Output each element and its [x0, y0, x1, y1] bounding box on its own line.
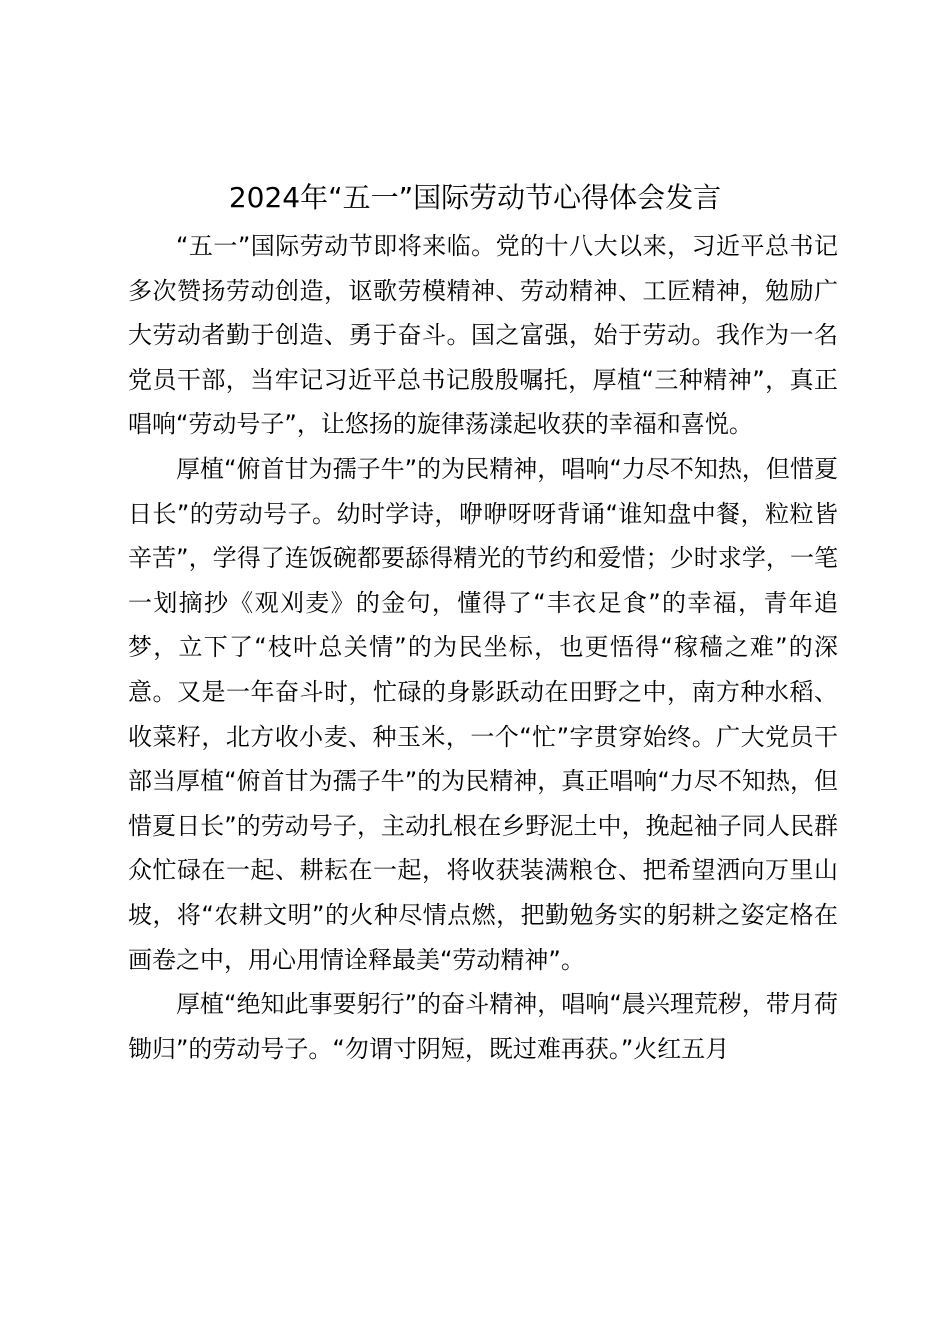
paragraph-intro: “五一”国际劳动节即将来临。党的十八大以来，习近平总书记多次赞扬劳动创造，讴歌劳模精神、劳动精神、工匠精神，勉励广大劳动者勤于创造、勇于奋斗。国之富强，始于劳动。我作为一名党员干部，当牢记习近平总书记殷殷嘱托，厚植“三种精神”，真正唱响“劳动号子”，让悠扬的旋律荡漾起收获的幸福和喜悦。: [128, 232, 838, 439]
document-body: [128, 224, 838, 1071]
paragraph-striving-spirit: 厚植“绝知此事要躬行”的奋斗精神，唱响“晨兴理荒秽，带月荷锄归”的劳动号子。“勿谓寸阴短，既过难再获。”火红五月: [128, 990, 838, 1063]
paragraph-service-spirit: 厚植“俯首甘为孺子牛”的为民精神，唱响“力尽不知热，但惜夏日长”的劳动号子。幼时学诗，咿咿呀呀背诵“谁知盘中餐，粒粒皆辛苦”，学得了连饭碗都要舔得精光的节约和爱惜；少时求学，一笔一划摘抄《观刈麦》的金句，懂得了“丰衣足食”的幸福，青年追梦，立下了“枝叶总关情”的为民坐标，也更悟得“稼穑之难”的深意。又是一年奋斗时，忙碌的身影跃动在田野之中，南方种水稻、收菜籽，北方收小麦、种玉米，一个“忙”字贯穿始终。广大党员干部当厚植“俯首甘为孺子牛”的为民精神，真正唱响“力尽不知热，但惜夏日长”的劳动号子，主动扎根在乡野泥土中，挽起袖子同人民群众忙碌在一起、耕耘在一起，将收获装满粮仓、把希望洒向万里山坡，将“农耕文明”的火种尽情点燃，把勤勉务实的躬耕之姿定格在画卷之中，用心用情诠释最美“劳动精神”。: [128, 454, 838, 974]
document-title: 2024年“五一”国际劳动节心得体会发言: [228, 181, 722, 214]
